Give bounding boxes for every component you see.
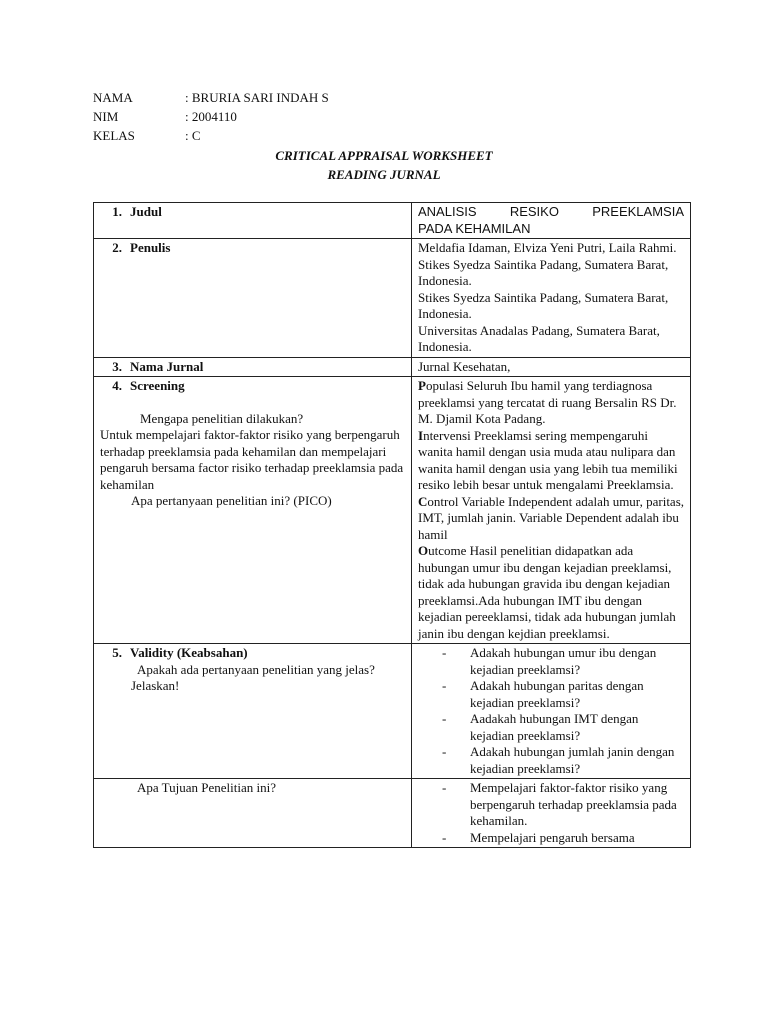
pico-p-text: opulasi Seluruh Ibu hamil yang terdiagnosa preeklamsi yang tercatat di ruang Bersalin RS Dr. M. Djamil Kota Padang. [418,378,677,426]
judul-label-cell [94,203,412,239]
pico-o-letter: O [418,543,429,558]
nama-label: NAMA [93,90,133,105]
screening-label: Screening [130,378,185,393]
list-item: - Mempelajari pengaruh bersama [442,830,684,847]
validity-label: Validity (Keabsahan) [130,645,248,660]
validity-answer-cell [412,644,691,779]
document-titles [0,146,768,184]
pico-intervention [418,428,684,494]
list-item: - Aadakah hubungan IMT dengan kejadian preeklamsi? [442,711,684,744]
pico-population [418,378,684,428]
nama-jurnal-label-cell [94,357,412,377]
document-title: CRITICAL APPRAISAL WORKSHEET [275,148,493,163]
screening-question1: Mengapa penelitian dilakukan? [140,410,304,426]
penulis-line: Stikes Syedza Saintika Padang, Sumatera Barat, Indonesia. [418,256,669,288]
validity-label-cell [94,644,412,779]
screening-number: 4. [112,378,122,393]
penulis-label: Penulis [130,240,171,255]
nama-jurnal-number: 3. [112,358,122,374]
list-item: - Adakah hubungan paritas dengan kejadian preeklamsi? [442,678,684,711]
pico-i-letter: I [418,427,424,443]
nama-jurnal-value: Jurnal Kesehatan, [418,358,511,374]
nama-row [93,88,329,107]
pico-o-text: utcome Hasil penelitian didapatkan ada hubungan umur ibu dengan kejadian preeklamsi, tidak ada hubungan gravida ibu dengan kejadian preeklamsi.Ada hubungan IMT ibu dengan kejadian pereeklamsi, tidak ada hubungan jumlah janin ibu dengan kejdian preeklamsi. [418,543,676,641]
judul-value-line1: ANALISIS RESIKO PREEKLAMSIA [418,204,684,219]
nim-row [93,107,329,126]
tujuan-question: Apa Tujuan Penelitian ini? [137,780,277,795]
pico-c-text: ontrol Variable Independent adalah umur, paritas, IMT, jumlah janin. Variable Dependent adalah ibu hamil [418,493,685,542]
penulis-line: Stikes Syedza Saintika Padang, Sumatera Barat, Indonesia. [418,289,669,321]
row-validity [94,644,691,779]
nim-label: NIM [93,109,119,124]
kelas-row [93,126,329,145]
pico-i-text: ntervensi Preeklamsi sering mempengaruhi wanita hamil dengan usia muda atau nulipara dan wanita hamil dengan usia yang lebih tua memiliki resiko lebih besar untuk mengalami Preeklamsia. [418,427,678,492]
tujuan-answer-cell [412,779,691,848]
list-item: - Mempelajari faktor-faktor risiko yang berpengaruh terhadap preeklamsia pada kehamilan. [442,780,684,830]
kelas-value: : C [185,128,201,143]
student-info [93,88,329,145]
pico-c-letter: C [418,493,428,509]
nama-value: : BRURIA SARI INDAH S [185,90,329,105]
judul-number: 1. [112,204,122,219]
pico-outcome [418,543,684,642]
judul-value-cell [412,203,691,239]
list-item: - Adakah hubungan umur ibu dengan kejadian preeklamsi? [442,645,684,678]
penulis-line: Universitas Anadalas Padang, Sumatera Barat, Indonesia. [418,322,660,354]
pico-p-letter: P [418,378,426,393]
worksheet-table [93,202,691,848]
screening-question2: Apa pertanyaan penelitian ini? (PICO) [131,493,332,508]
screening-answer1: Untuk mempelajari faktor-faktor risiko yang berpengaruh terhadap preeklamsia pada kehamilan dan mempelajari pengaruh bersama factor risiko terhadap preeklamsia pada kehamilan [100,427,404,492]
kelas-label: KELAS [93,128,135,143]
validity-list [418,645,684,777]
document-subtitle: READING JURNAL [327,167,441,182]
row-screening [94,377,691,644]
tujuan-list [418,780,684,846]
validity-question: Apakah ada pertanyaan penelitian yang jelas? Jelaskan! [131,661,375,693]
judul-label: Judul [130,204,162,219]
screening-label-cell [94,377,412,644]
row-tujuan [94,779,691,848]
validity-number: 5. [112,645,122,660]
penulis-line: Meldafia Idaman, Elviza Yeni Putri, Laila Rahmi. [418,240,677,255]
row-nama-jurnal [94,357,691,377]
tujuan-question-cell [94,779,412,848]
penulis-label-cell [94,239,412,358]
row-judul [94,203,691,239]
penulis-value-cell [412,239,691,358]
nama-jurnal-label: Nama Jurnal [130,358,204,374]
penulis-number: 2. [112,240,122,255]
screening-pico-cell [412,377,691,644]
row-penulis [94,239,691,358]
pico-control [418,494,684,544]
nama-jurnal-value-cell [412,357,691,377]
list-item: - Adakah hubungan jumlah janin dengan kejadian preeklamsi? [442,744,684,777]
judul-value-line2: PADA KEHAMILAN [418,220,531,236]
nim-value: : 2004110 [185,109,237,124]
